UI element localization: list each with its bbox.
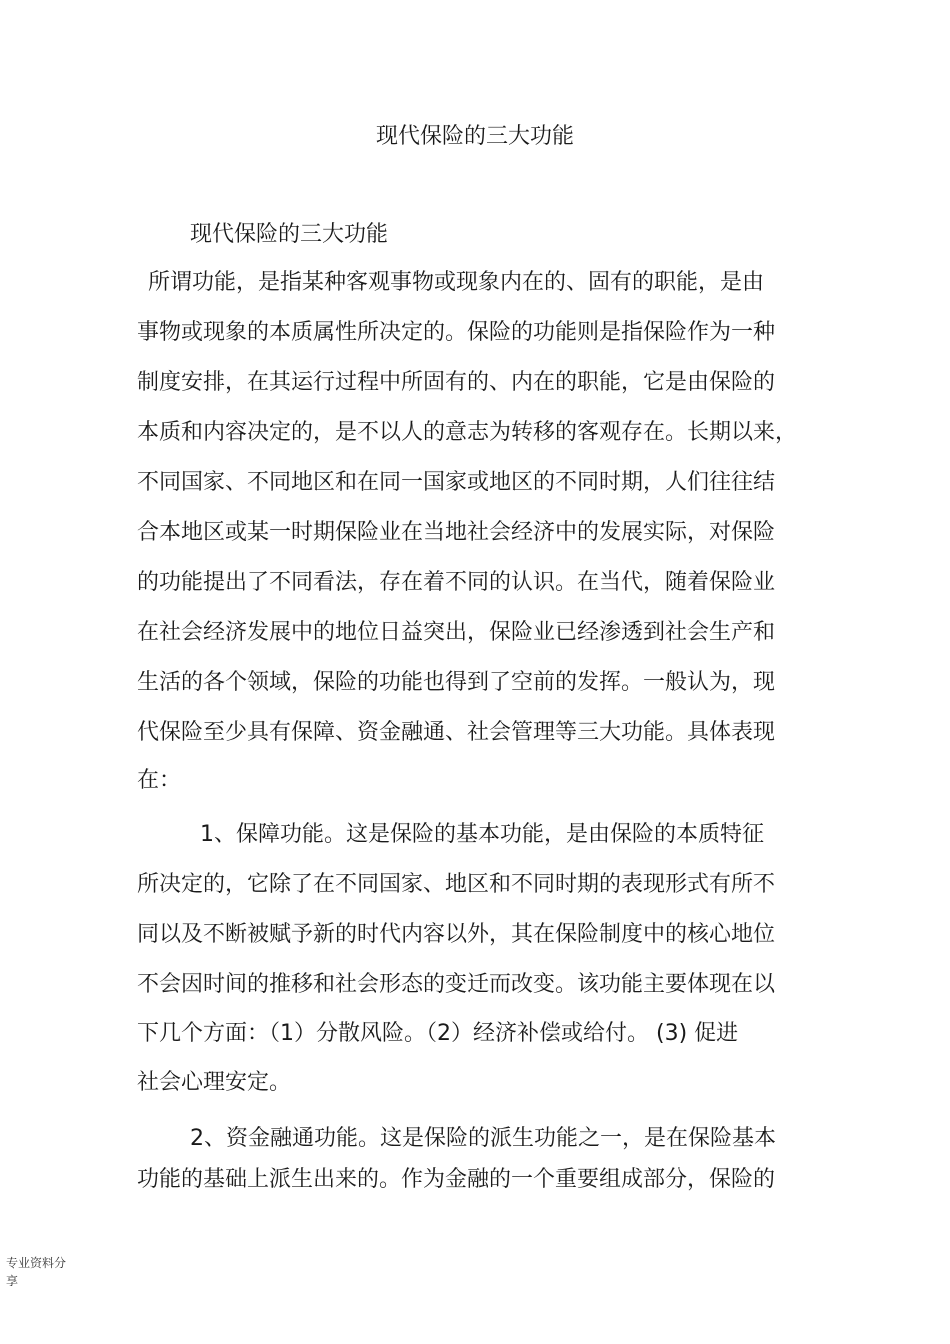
text-line: 下几个方面：（1）分散风险。（2）经济补偿或给付。 (3) 促进 — [137, 1021, 739, 1046]
footer-line: 专业资料分 — [6, 1256, 67, 1270]
text-line: 功能的基础上派生出来的。作为金融的一个重要组成部分，保险的 — [137, 1167, 776, 1192]
text-line: 1、保障功能。这是保险的基本功能，是由保险的本质特征 — [200, 822, 764, 847]
text-line: 的功能提出了不同看法，存在着不同的认识。在当代，随着保险业 — [137, 570, 776, 595]
document-subtitle: 现代保险的三大功能 — [190, 222, 389, 247]
text-line: 所谓功能，是指某种客观事物或现象内在的、固有的职能，是由 — [148, 270, 765, 295]
text-line: 生活的各个领域，保险的功能也得到了空前的发挥。一般认为，现 — [137, 670, 776, 695]
text-line: 在： — [137, 768, 182, 793]
document-title: 现代保险的三大功能 — [375, 124, 574, 149]
text-line: 不同国家、不同地区和在同一国家或地区的不同时期，人们往往结 — [137, 470, 776, 495]
text-line: 在社会经济发展中的地位日益突出，保险业已经渗透到社会生产和 — [137, 620, 776, 645]
text-line: 制度安排，在其运行过程中所固有的、内在的职能，它是由保险的 — [137, 370, 776, 395]
text-line: 合本地区或某一时期保险业在当地社会经济中的发展实际，对保险 — [137, 520, 776, 545]
footer-line: 享 — [6, 1274, 19, 1288]
text-line: 社会心理安定。 — [137, 1070, 292, 1095]
text-line: 同以及不断被赋予新的时代内容以外，其在保险制度中的核心地位 — [137, 922, 776, 947]
text-line: 本质和内容决定的，是不以人的意志为转移的客观存在。长期以来， — [137, 420, 798, 445]
text-line: 2、资金融通功能。这是保险的派生功能之一，是在保险基本 — [190, 1126, 776, 1151]
text-line: 所决定的，它除了在不同国家、地区和不同时期的表现形式有所不 — [137, 872, 776, 897]
text-line: 事物或现象的本质属性所决定的。保险的功能则是指保险作为一种 — [137, 320, 776, 345]
text-line: 不会因时间的推移和社会形态的变迁而改变。该功能主要体现在以 — [137, 972, 776, 997]
text-line: 代保险至少具有保障、资金融通、社会管理等三大功能。具体表现 — [137, 720, 776, 745]
